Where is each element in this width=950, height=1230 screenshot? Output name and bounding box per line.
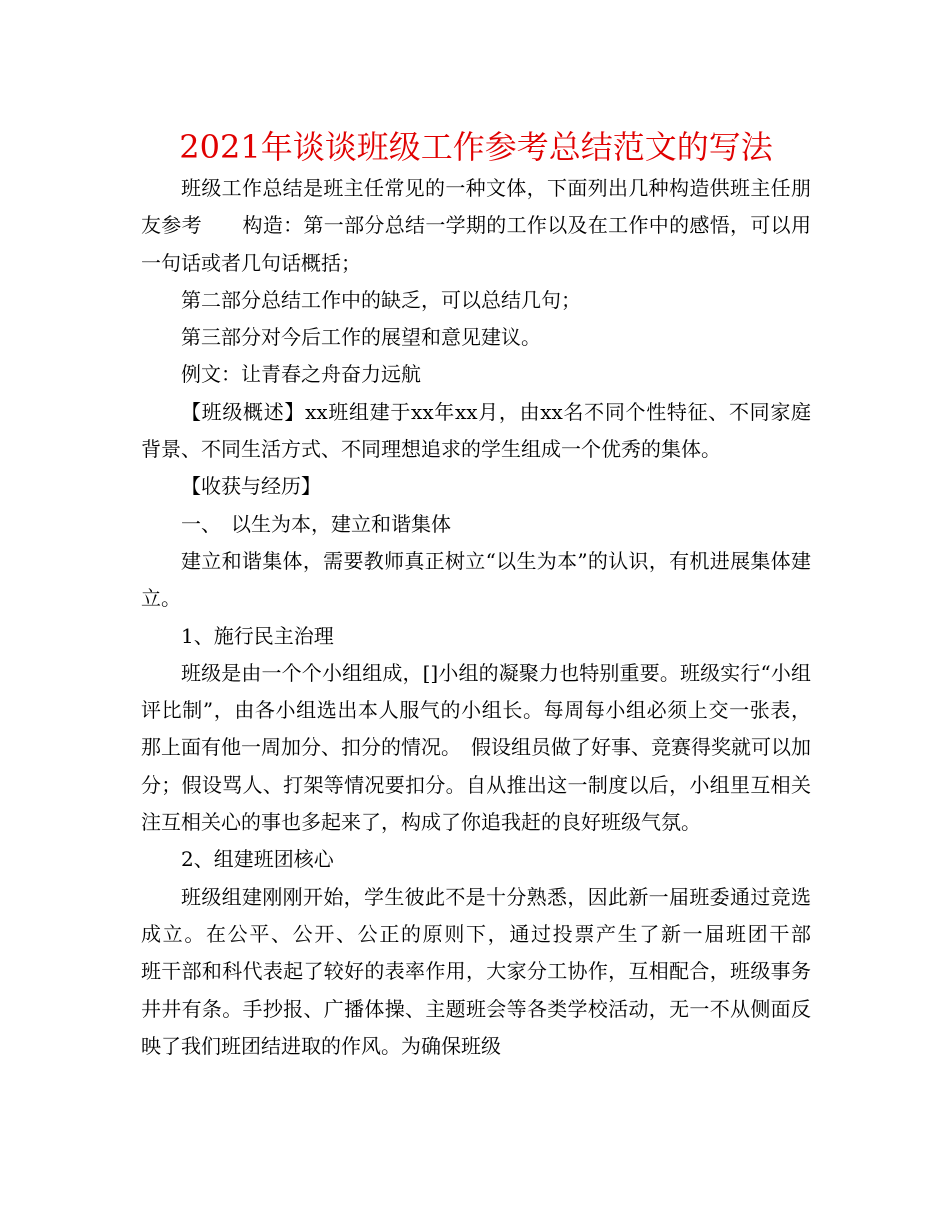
document-body: [141, 124, 851, 1065]
paragraph-group-system: 班级是由一个个小组组成，[]小组的凝聚力也特别重要。班级实行“小组评比制”，由各小组选出本人服气的小组长。每周每小组必须上交一张表，那上面有他一周加分、扣分的情况。 假设组员做了好事、竞赛得奖就可以加分；假设骂人、打架等情况要扣分。自从推出这一制度以后，小组里互相关注互相关心的事也多起来了，构成了你追我赶的良好班级气氛。: [141, 660, 811, 835]
paragraph-part-three: 第三部分对今后工作的展望和意见建议。: [181, 325, 541, 350]
paragraph-class-committee: 班级组建刚刚开始，学生彼此不是十分熟悉，因此新一届班委通过竞选成立。在公平、公开、公正的原则下，通过投票产生了新一届班团干部 班干部和科代表起了较好的表率作用，大家分工协作，互相配合，班级事务井井有条。手抄报、广播体操、主题班会等各类学校活动，无一不从侧面反映了我们班团结进取的作风。为确保班级: [141, 884, 851, 1058]
section-heading-one: 一、 以生为本，建立和谐集体: [181, 511, 451, 536]
subheading-class-core: 2、组建班团核心: [181, 847, 334, 872]
paragraph-example-title: 例文：让青春之舟奋力远航: [181, 362, 421, 387]
paragraph-part-two: 第二部分总结工作中的缺乏，可以总结几句；: [181, 287, 581, 312]
paragraph-intro: 班级工作总结是班主任常见的一种文体，下面列出几种构造供班主任朋友参考 构造：第一部分总结一学期的工作以及在工作中的感悟，可以用一句话或者几句话概括；: [141, 176, 811, 275]
subheading-democratic-management: 1、施行民主治理: [181, 623, 334, 648]
paragraph-harmony: 建立和谐集体，需要教师真正树立“以生为本”的认识，有机进展集体建立。: [141, 548, 811, 611]
document-title: 2021年谈谈班级工作参考总结范文的写法: [179, 128, 773, 166]
section-heading-gains: 【收获与经历】: [181, 474, 321, 499]
paragraph-class-overview: 【班级概述】xx班组建于xx年xx月，由xx名不同个性特征、不同家庭背景、不同生活方式、不同理想追求的学生组成一个优秀的集体。: [141, 399, 811, 462]
